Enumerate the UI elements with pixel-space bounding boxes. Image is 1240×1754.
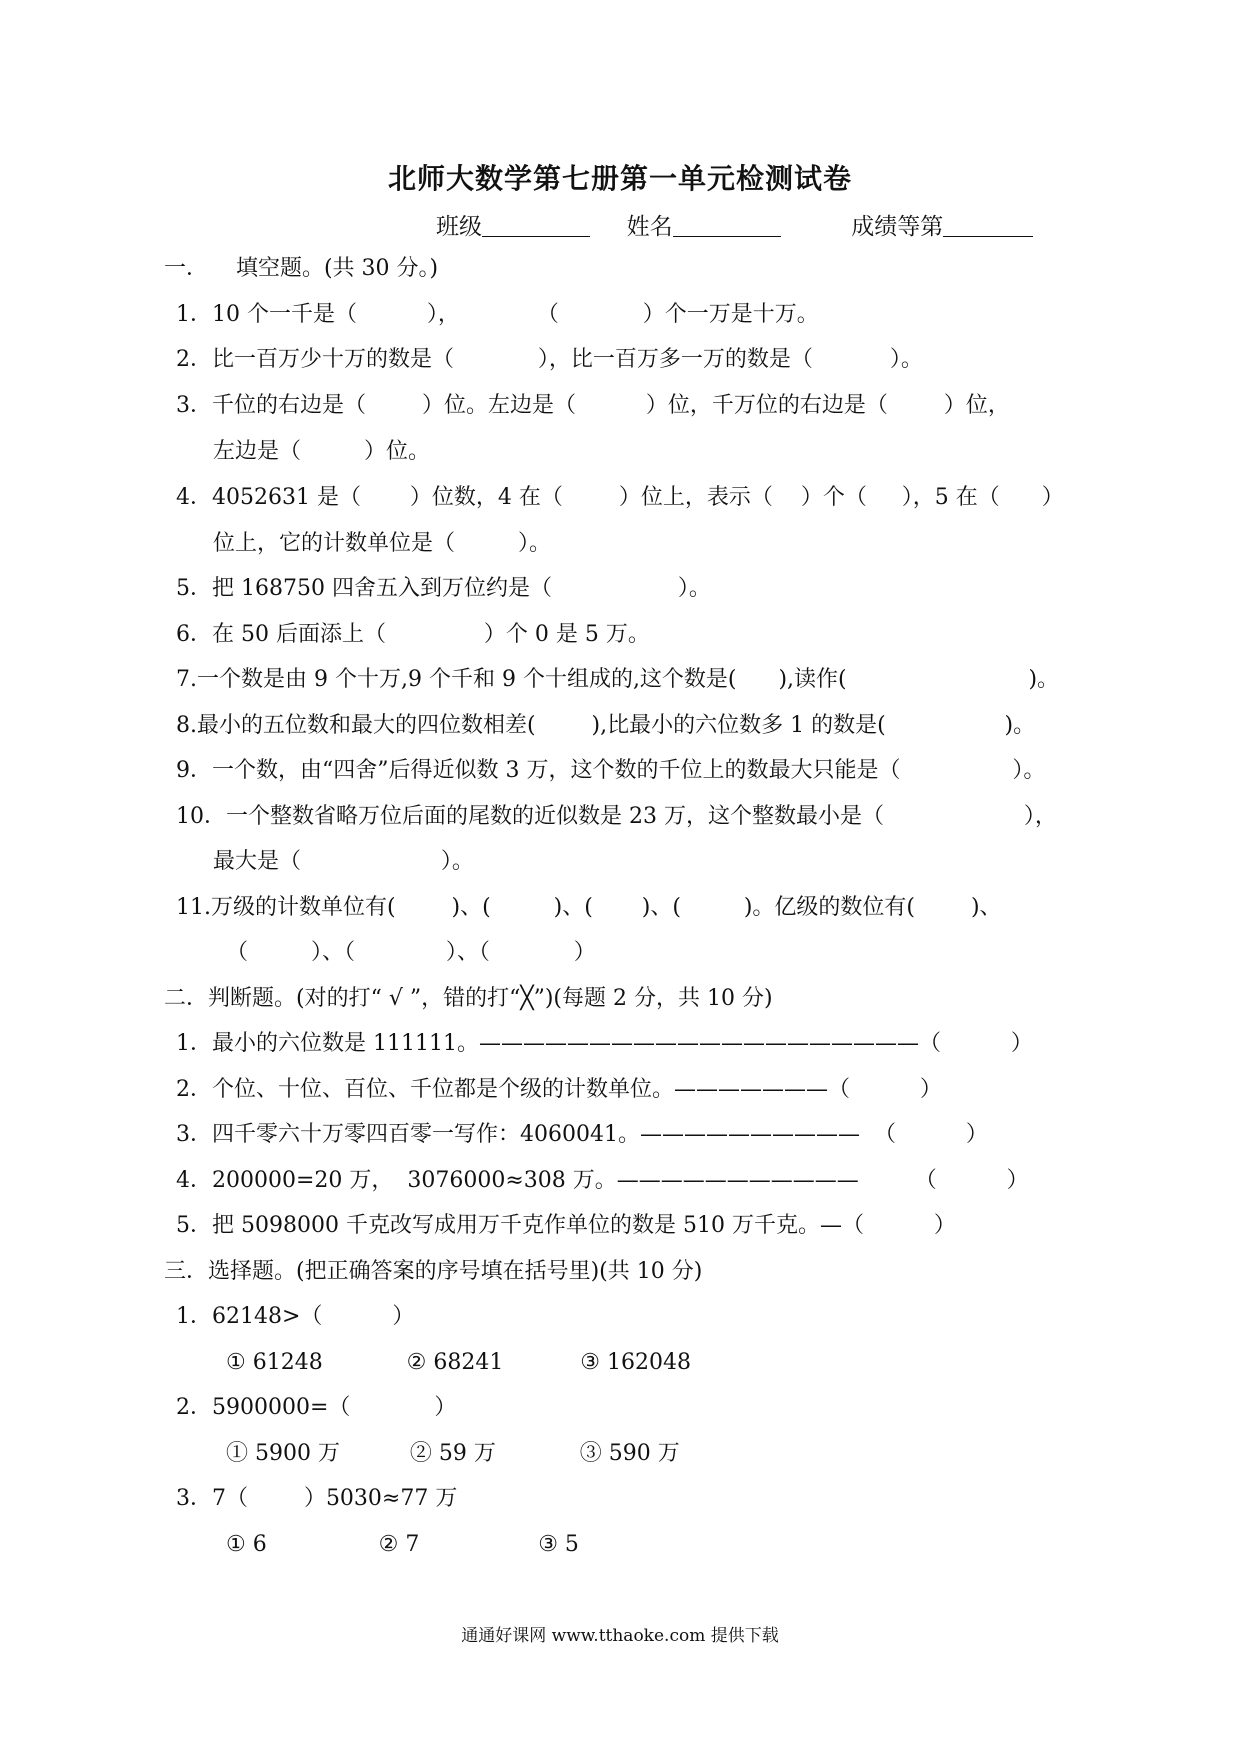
name-blank	[673, 214, 781, 237]
section-2-heading: 二．判断题。(对的打“ √ ”，错的打“╳”)(每题 2 分，共 10 分)	[164, 986, 773, 1011]
header-fields	[436, 208, 1033, 241]
fill-question-2: 2．比一百万少十万的数是（ ），比一百万多一万的数是（ ）。	[176, 347, 923, 372]
choice-question-1-options: ① 61248 ② 68241 ③ 162048	[226, 1350, 691, 1375]
grade-blank	[943, 214, 1033, 237]
fill-question-11: 11.万级的计数单位有( )、( )、( )、( )。亿级的数位有( )、	[176, 895, 1002, 920]
choice-question-3-options: ① 6 ② 7 ③ 5	[226, 1532, 579, 1557]
name-label: 姓名	[626, 214, 673, 240]
class-blank	[482, 214, 590, 237]
fill-question-10: 10．一个整数省略万位后面的尾数的近似数是 23 万，这个整数最小是（ ），	[176, 804, 1057, 829]
choice-question-3: 3．7（ ）5030≈77 万	[176, 1486, 458, 1511]
judge-question-2: 2．个位、十位、百位、千位都是个级的计数单位。———————（ ）	[176, 1077, 942, 1102]
class-label: 班级	[436, 214, 482, 240]
judge-question-4: 4．200000=20 万， 3076000≈308 万。——————————— （ ）	[176, 1168, 1029, 1193]
fill-question-11-cont: （ ）、（ ）、（ ）	[226, 940, 596, 965]
fill-question-7: 7.一个数是由 9 个十万,9 个千和 9 个十组成的,这个数是( ),读作( )。	[176, 667, 1060, 692]
fill-question-4: 4．4052631 是（ ）位数，4 在（ ）位上，表示（ ）个（ ），5 在（ ）	[176, 485, 1064, 510]
judge-question-5: 5．把 5098000 千克改写成用万千克作单位的数是 510 万千克。—（ ）	[176, 1213, 956, 1238]
fill-question-9: 9．一个数，由“四舍”后得近似数 3 万，这个数的千位上的数最大只能是（ ）。	[176, 758, 1046, 783]
section-1-heading: 一． 填空题。(共 30 分。)	[164, 256, 439, 281]
grade-label: 成绩等第	[851, 214, 944, 240]
judge-question-3: 3．四千零六十万零四百零一写作：4060041。—————————— （ ）	[176, 1122, 988, 1147]
fill-question-1: 1．10 个一千是（ ）， （ ）个一万是十万。	[176, 302, 819, 327]
fill-question-4-cont: 位上，它的计数单位是（ ）。	[213, 531, 551, 556]
choice-question-2: 2．5900000=（ ）	[176, 1395, 457, 1420]
section-3-heading: 三．选择题。(把正确答案的序号填在括号里)(共 10 分)	[164, 1259, 703, 1284]
choice-question-1: 1．62148>（ ）	[176, 1304, 415, 1329]
choice-question-2-options: ① 5900 万 ② 59 万 ③ 590 万	[226, 1441, 680, 1466]
fill-question-10-cont: 最大是（ ）。	[213, 849, 474, 874]
fill-question-5: 5．把 168750 四舍五入到万位约是（ ）。	[176, 576, 711, 601]
fill-question-3: 3．千位的右边是（ ）位。左边是（ ）位，千万位的右边是（ ）位，	[176, 393, 1010, 418]
fill-question-3-cont: 左边是（ ）位。	[213, 439, 430, 464]
fill-question-8: 8.最小的五位数和最大的四位数相差( ),比最小的六位数多 1 的数是( )。	[176, 713, 1036, 738]
footer-source: 通通好课网 www.tthaoke.com 提供下载	[461, 1626, 779, 1646]
fill-question-6: 6．在 50 后面添上（ ）个 0 是 5 万。	[176, 622, 650, 647]
page-title: 北师大数学第七册第一单元检测试卷	[387, 162, 852, 195]
judge-question-1: 1．最小的六位数是 111111。————————————————————（ ）	[176, 1031, 1033, 1056]
